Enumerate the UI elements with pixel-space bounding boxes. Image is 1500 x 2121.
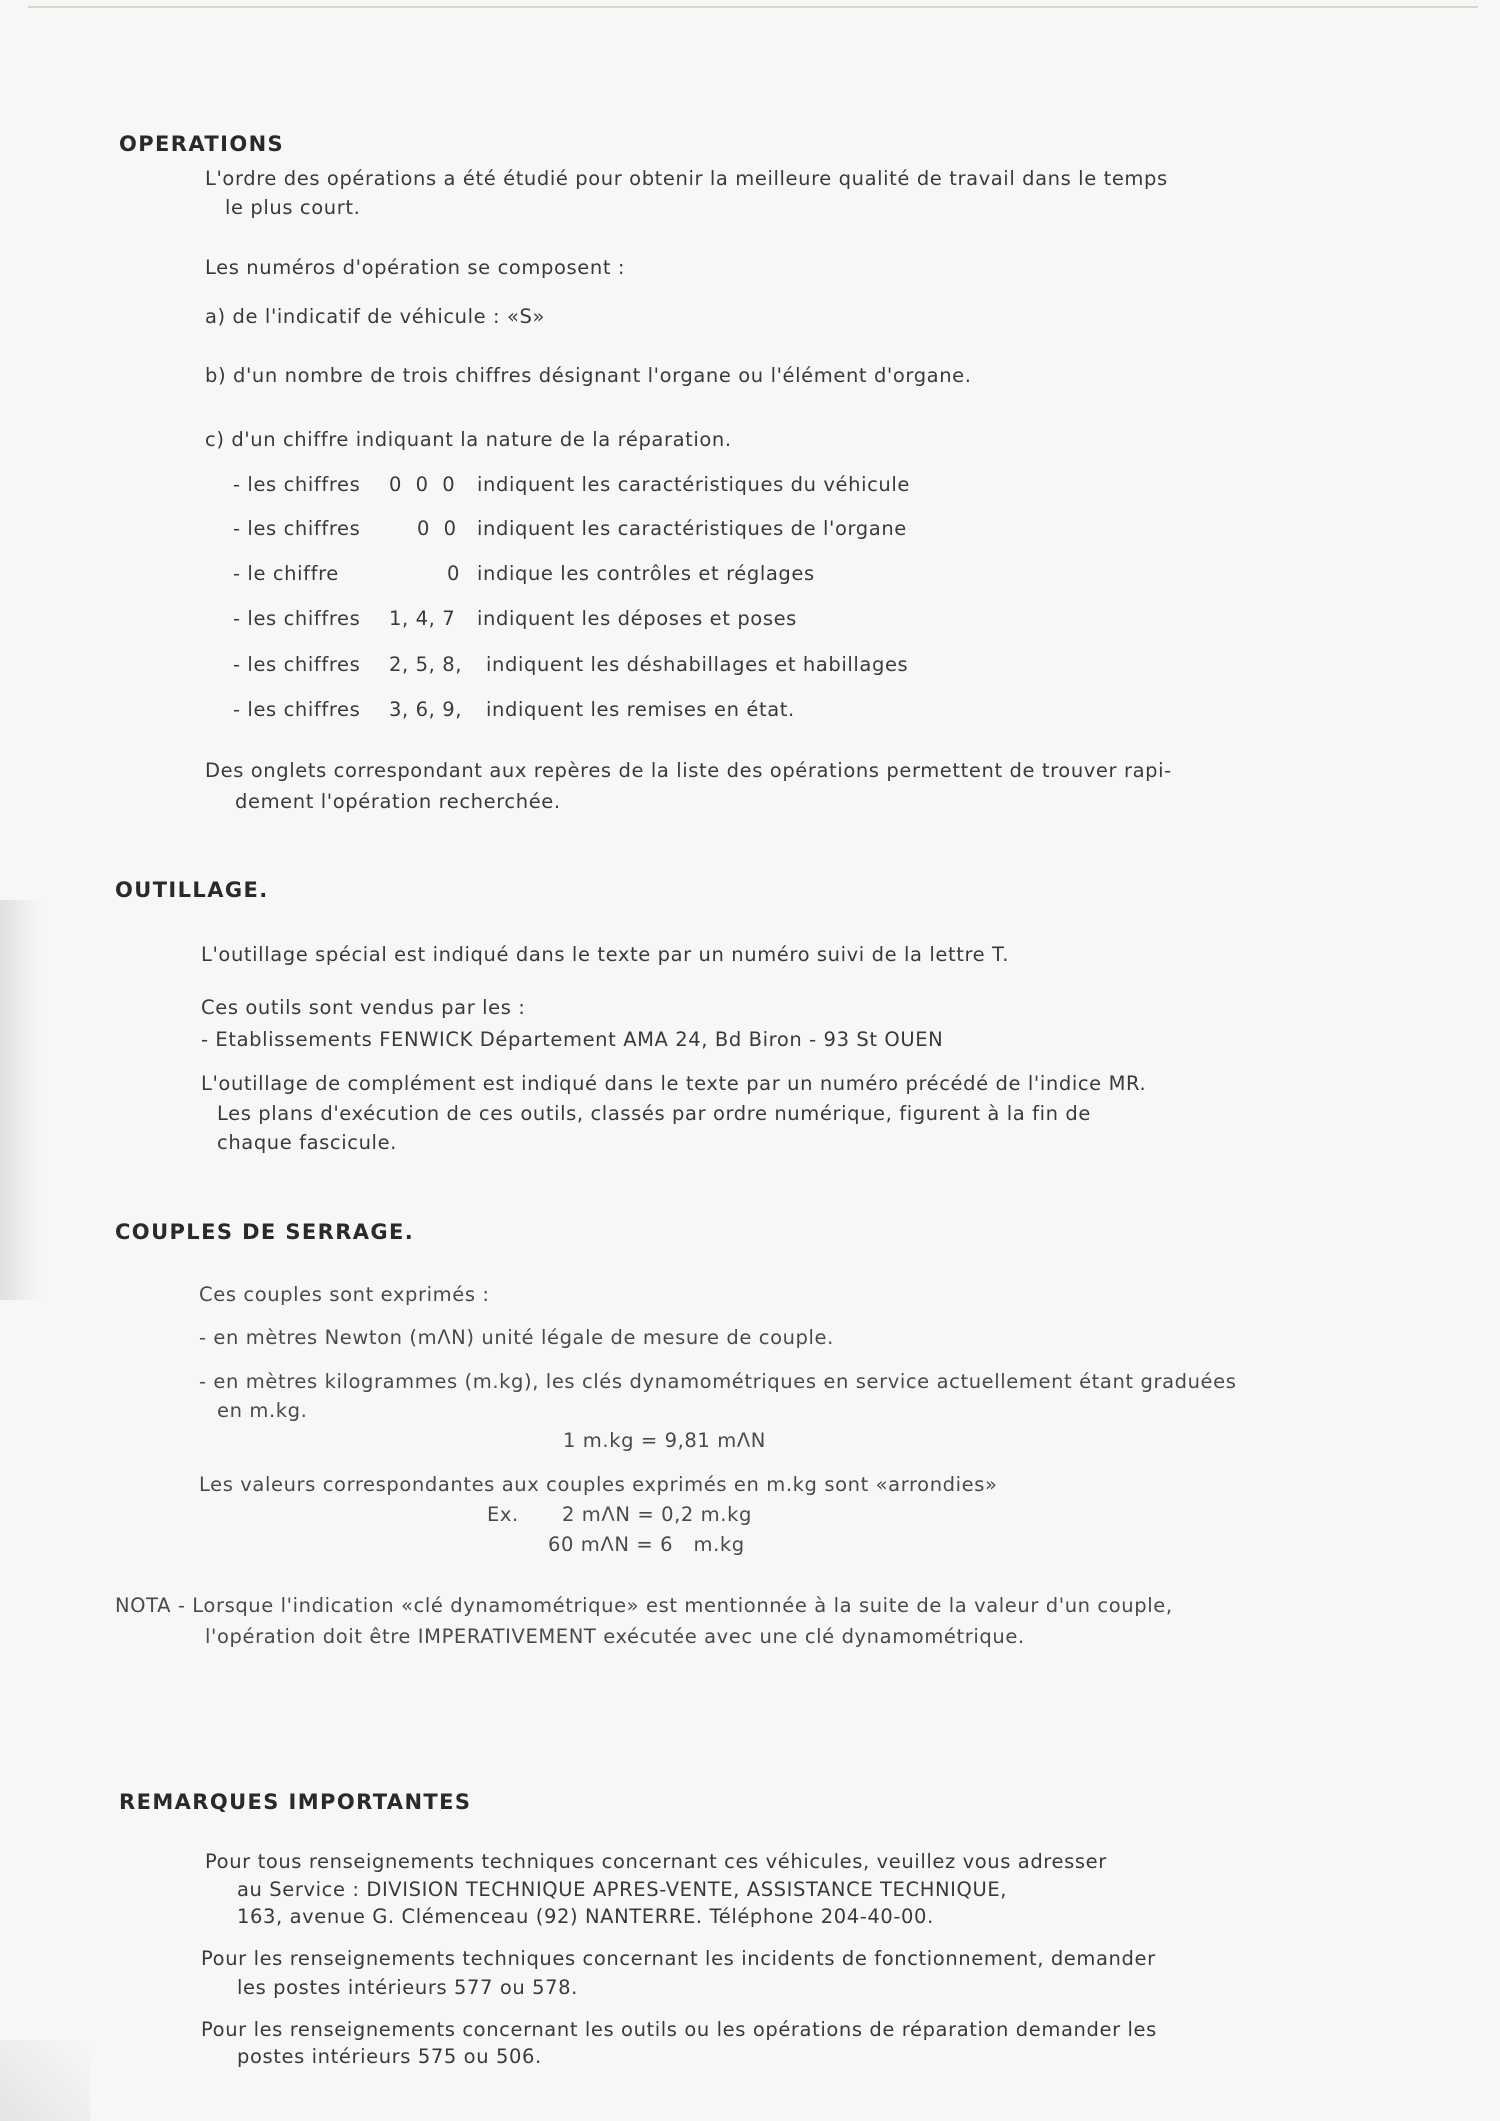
digit-row-digits: 2, 5, 8, xyxy=(389,653,463,676)
outillage-p2: Ces outils sont vendus par les : xyxy=(201,996,526,1019)
operations-item-c: c) d'un chiffre indiquant la nature de la réparation. xyxy=(205,428,732,451)
scan-shadow xyxy=(0,900,42,1300)
couples-nota-line2: l'opération doit être IMPERATIVEMENT exécutée avec une clé dynamométrique. xyxy=(205,1625,1025,1648)
couples-p2: - en mètres Newton (mΛN) unité légale de mesure de couple. xyxy=(199,1326,834,1349)
digit-row-digits: 0 0 xyxy=(417,517,457,540)
outillage-p4-line1: L'outillage de complément est indiqué dans le texte par un numéro précédé de l'indice MR. xyxy=(201,1072,1147,1095)
digit-row-label: - les chiffres xyxy=(233,698,361,721)
remarques-p1-line2: au Service : DIVISION TECHNIQUE APRES-VENTE, ASSISTANCE TECHNIQUE, xyxy=(237,1878,1008,1901)
digit-row-label: - les chiffres xyxy=(233,607,361,630)
outillage-p4-line3: chaque fascicule. xyxy=(217,1131,397,1154)
remarques-p2-line2: les postes intérieurs 577 ou 578. xyxy=(237,1976,578,1999)
operations-tabs-line2: dement l'opération recherchée. xyxy=(235,790,561,813)
couples-equivalence: 1 m.kg = 9,81 mΛN xyxy=(563,1429,766,1452)
outillage-p3: - Etablissements FENWICK Département AMA 24, Bd Biron - 93 St OUEN xyxy=(201,1028,944,1051)
remarques-heading: REMARQUES IMPORTANTES xyxy=(119,1790,472,1814)
digit-row-desc: indiquent les déshabillages et habillages xyxy=(486,653,909,676)
remarques-p3-line2: postes intérieurs 575 ou 506. xyxy=(237,2045,542,2068)
digit-row-digits: 0 0 0 xyxy=(389,473,456,496)
outillage-p4-line2: Les plans d'exécution de ces outils, classés par ordre numérique, figurent à la fin de xyxy=(217,1102,1091,1125)
operations-intro-line2: le plus court. xyxy=(225,196,361,219)
couples-heading: COUPLES DE SERRAGE. xyxy=(115,1220,415,1244)
digit-row-desc: indique les contrôles et réglages xyxy=(477,562,815,585)
digit-row-digits: 3, 6, 9, xyxy=(389,698,463,721)
couples-nota-line1: NOTA - Lorsque l'indication «clé dynamométrique» est mentionnée à la suite de la valeur d'un couple, xyxy=(115,1594,1173,1617)
operations-heading: OPERATIONS xyxy=(119,132,285,156)
couples-p3-line1: - en mètres kilogrammes (m.kg), les clés dynamométriques en service actuellement étant graduées xyxy=(199,1370,1237,1393)
digit-row-digits: 1, 4, 7 xyxy=(389,607,456,630)
digit-row-label: - les chiffres xyxy=(233,473,361,496)
outillage-heading: OUTILLAGE. xyxy=(115,878,269,902)
operations-tabs-line1: Des onglets correspondant aux repères de la liste des opérations permettent de trouver rapi- xyxy=(205,759,1172,782)
couples-p3-line2: en m.kg. xyxy=(217,1399,308,1422)
couples-p1: Ces couples sont exprimés : xyxy=(199,1283,490,1306)
operations-item-b: b) d'un nombre de trois chiffres désignant l'organe ou l'élément d'organe. xyxy=(205,364,972,387)
operations-composition: Les numéros d'opération se composent : xyxy=(205,256,626,279)
outillage-p1: L'outillage spécial est indiqué dans le texte par un numéro suivi de la lettre T. xyxy=(201,943,1010,966)
digit-row-label: - les chiffres xyxy=(233,653,361,676)
digit-row-desc: indiquent les déposes et poses xyxy=(477,607,797,630)
scan-shadow-corner xyxy=(0,2040,90,2121)
digit-row-desc: indiquent les caractéristiques de l'organe xyxy=(477,517,907,540)
digit-row-desc: indiquent les remises en état. xyxy=(486,698,795,721)
remarques-p2-line1: Pour les renseignements techniques concernant les incidents de fonctionnement, demander xyxy=(201,1947,1156,1970)
remarques-p3-line1: Pour les renseignements concernant les outils ou les opérations de réparation demander les xyxy=(201,2018,1157,2041)
page-top-edge xyxy=(28,6,1478,8)
digit-row-label: - le chiffre xyxy=(233,562,339,585)
couples-example-label: Ex. xyxy=(487,1503,519,1526)
couples-p4: Les valeurs correspondantes aux couples exprimés en m.kg sont «arrondies» xyxy=(199,1473,998,1496)
remarques-p1-line1: Pour tous renseignements techniques concernant ces véhicules, veuillez vous adresser xyxy=(205,1850,1107,1873)
couples-example-1: 2 mΛN = 0,2 m.kg xyxy=(562,1503,752,1526)
remarques-p1-line3: 163, avenue G. Clémenceau (92) NANTERRE. Téléphone 204-40-00. xyxy=(237,1905,934,1928)
operations-intro-line1: L'ordre des opérations a été étudié pour obtenir la meilleure qualité de travail dans le temps xyxy=(205,167,1168,190)
operations-item-a: a) de l'indicatif de véhicule : «S» xyxy=(205,305,546,328)
digit-row-label: - les chiffres xyxy=(233,517,361,540)
digit-row-digits: 0 xyxy=(447,562,461,585)
couples-example-2: 60 mΛN = 6 m.kg xyxy=(548,1533,745,1556)
digit-row-desc: indiquent les caractéristiques du véhicule xyxy=(477,473,910,496)
